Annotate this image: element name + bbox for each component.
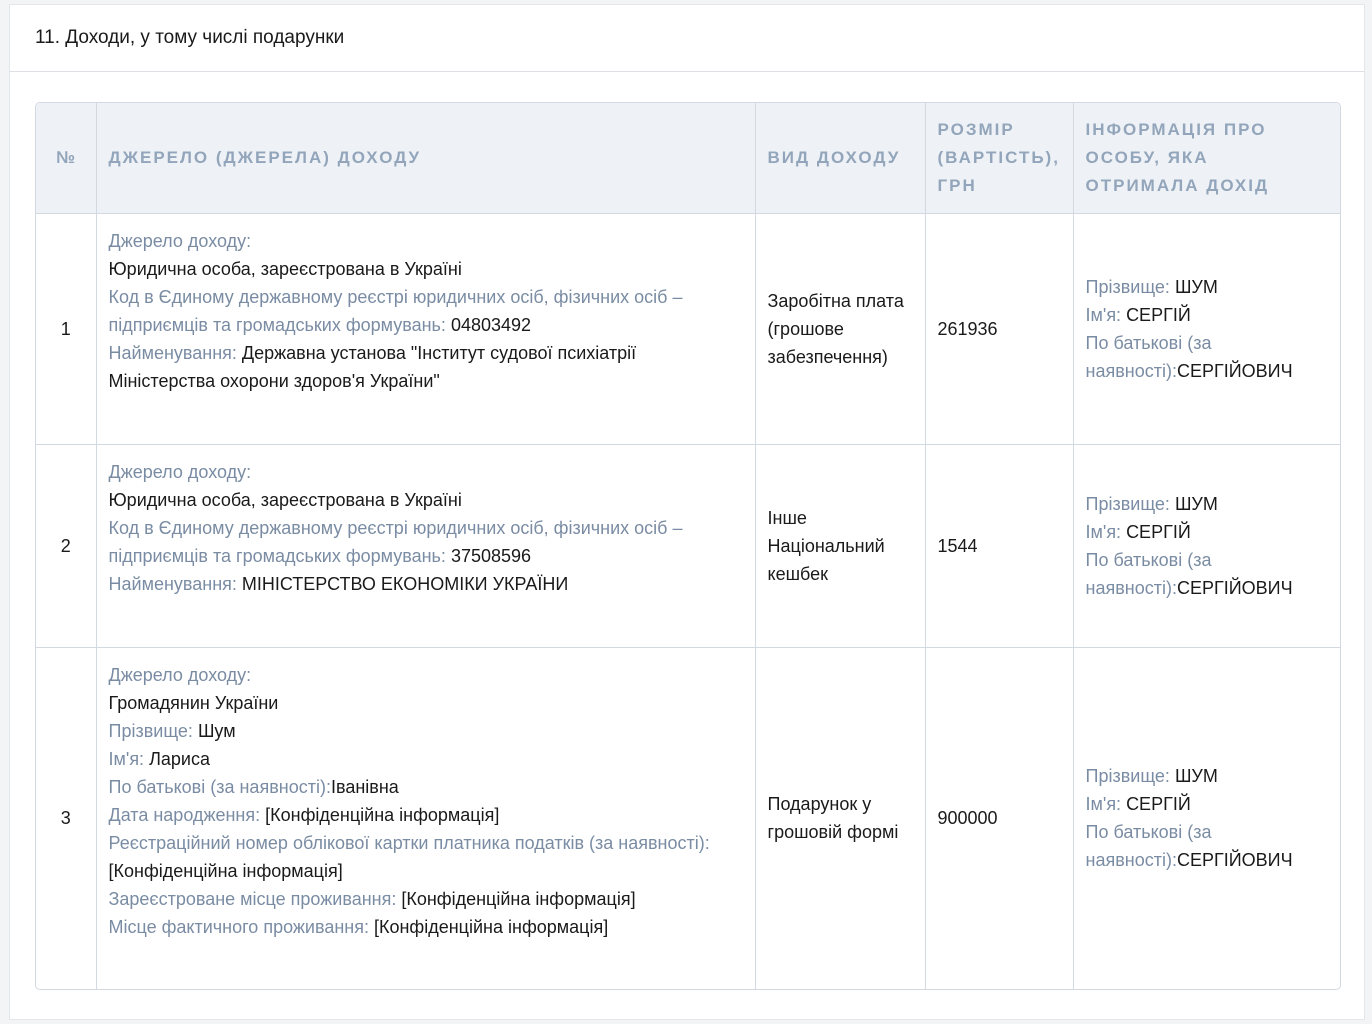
name-label: Найменування: xyxy=(108,573,242,594)
recipient-surname: ШУМ xyxy=(1174,276,1218,297)
income-source-cell xyxy=(96,647,755,989)
surname-label: Прізвище: xyxy=(108,720,198,741)
header-recipient: ІНФОРМАЦІЯ ПРО ОСОБУ, ЯКА ОТРИМАЛА ДОХІД xyxy=(1073,103,1340,213)
edrpou-code: 37508596 xyxy=(450,545,532,566)
patronymic-label: По батькові (за наявності): xyxy=(108,776,331,797)
income-amount: 900000 xyxy=(925,647,1073,989)
code-label: Код в Єдиному державному реєстрі юридичних осіб, фізичних осіб – підприємців та громадських формувань: xyxy=(108,517,683,566)
recipient-name-label: Ім'я: xyxy=(1085,794,1127,815)
recipient-surname-label: Прізвище: xyxy=(1085,276,1175,297)
recipient-name: СЕРГІЙ xyxy=(1126,794,1191,815)
recipient-name-label: Ім'я: xyxy=(1085,304,1127,325)
source-patronymic: Іванівна xyxy=(330,776,399,797)
recipient-cell xyxy=(1073,647,1340,989)
recipient-patronymic-label: По батькові (за наявності): xyxy=(1085,332,1212,381)
source-type: Юридична особа, зареєстрована в Україні xyxy=(108,258,462,279)
tax-number-label: Реєстраційний номер облікової картки платника податків (за наявності): xyxy=(108,832,710,853)
recipient-surname: ШУМ xyxy=(1174,766,1218,787)
row-number: 1 xyxy=(36,213,96,444)
registered-address-label: Зареєстроване місце проживання: xyxy=(108,888,402,909)
recipient-name: СЕРГІЙ xyxy=(1126,521,1191,542)
table-row xyxy=(36,444,1340,647)
header-source: ДЖЕРЕЛО (ДЖЕРЕЛА) ДОХОДУ xyxy=(96,103,755,213)
source-given-name: Лариса xyxy=(149,748,210,769)
section-title: 11. Доходи, у тому числі подарунки xyxy=(10,5,1364,72)
birth-date: [Конфіденційна інформація] xyxy=(265,804,500,825)
table-header-row xyxy=(36,103,1340,213)
income-section-card xyxy=(9,4,1365,1020)
recipient-patronymic-label: По батькові (за наявності): xyxy=(1085,822,1212,871)
code-label: Код в Єдиному державному реєстрі юридичних осіб, фізичних осіб – підприємців та громадських формувань: xyxy=(108,286,683,335)
recipient-name-label: Ім'я: xyxy=(1085,521,1127,542)
income-type: Заробітна плата (грошове забезпечення) xyxy=(755,213,925,444)
recipient-surname-label: Прізвище: xyxy=(1085,493,1175,514)
actual-address: [Конфіденційна інформація] xyxy=(373,916,609,937)
source-label: Джерело доходу: xyxy=(108,664,252,685)
edrpou-code: 04803492 xyxy=(450,314,532,335)
header-income-type: ВИД ДОХОДУ xyxy=(755,103,925,213)
header-amount: РОЗМІР (ВАРТІСТЬ), ГРН xyxy=(925,103,1073,213)
income-amount: 261936 xyxy=(925,213,1073,444)
recipient-cell xyxy=(1073,444,1340,647)
tax-number: [Конфіденційна інформація] xyxy=(108,860,343,881)
source-label: Джерело доходу: xyxy=(108,461,252,482)
income-type: Інше Національний кешбек xyxy=(755,444,925,647)
source-type: Юридична особа, зареєстрована в Україні xyxy=(108,489,462,510)
table-row xyxy=(36,213,1340,444)
row-number: 2 xyxy=(36,444,96,647)
income-source-cell xyxy=(96,213,755,444)
recipient-patronymic-label: По батькові (за наявності): xyxy=(1085,549,1212,598)
recipient-name: СЕРГІЙ xyxy=(1126,304,1191,325)
organization-name: Державна установа "Інститут судової психіатрії Міністерства охорони здоров'я України" xyxy=(108,342,637,391)
name-label: Найменування: xyxy=(108,342,242,363)
income-amount: 1544 xyxy=(925,444,1073,647)
income-table xyxy=(35,102,1341,990)
given-name-label: Ім'я: xyxy=(108,748,150,769)
recipient-patronymic: СЕРГІЙОВИЧ xyxy=(1176,360,1293,381)
header-num: № xyxy=(36,103,96,213)
table-row xyxy=(36,647,1340,989)
row-number: 3 xyxy=(36,647,96,989)
source-surname: Шум xyxy=(197,720,236,741)
source-label: Джерело доходу: xyxy=(108,230,252,251)
recipient-cell xyxy=(1073,213,1340,444)
recipient-surname: ШУМ xyxy=(1174,493,1218,514)
actual-address-label: Місце фактичного проживання: xyxy=(108,916,374,937)
organization-name: МІНІСТЕРСТВО ЕКОНОМІКИ УКРАЇНИ xyxy=(241,573,569,594)
source-type: Громадянин України xyxy=(108,692,279,713)
recipient-patronymic: СЕРГІЙОВИЧ xyxy=(1176,850,1293,871)
recipient-patronymic: СЕРГІЙОВИЧ xyxy=(1176,577,1293,598)
registered-address: [Конфіденційна інформація] xyxy=(401,888,636,909)
birth-date-label: Дата народження: xyxy=(108,804,266,825)
income-source-cell xyxy=(96,444,755,647)
recipient-surname-label: Прізвище: xyxy=(1085,766,1175,787)
income-type: Подарунок у грошовій формі xyxy=(755,647,925,989)
